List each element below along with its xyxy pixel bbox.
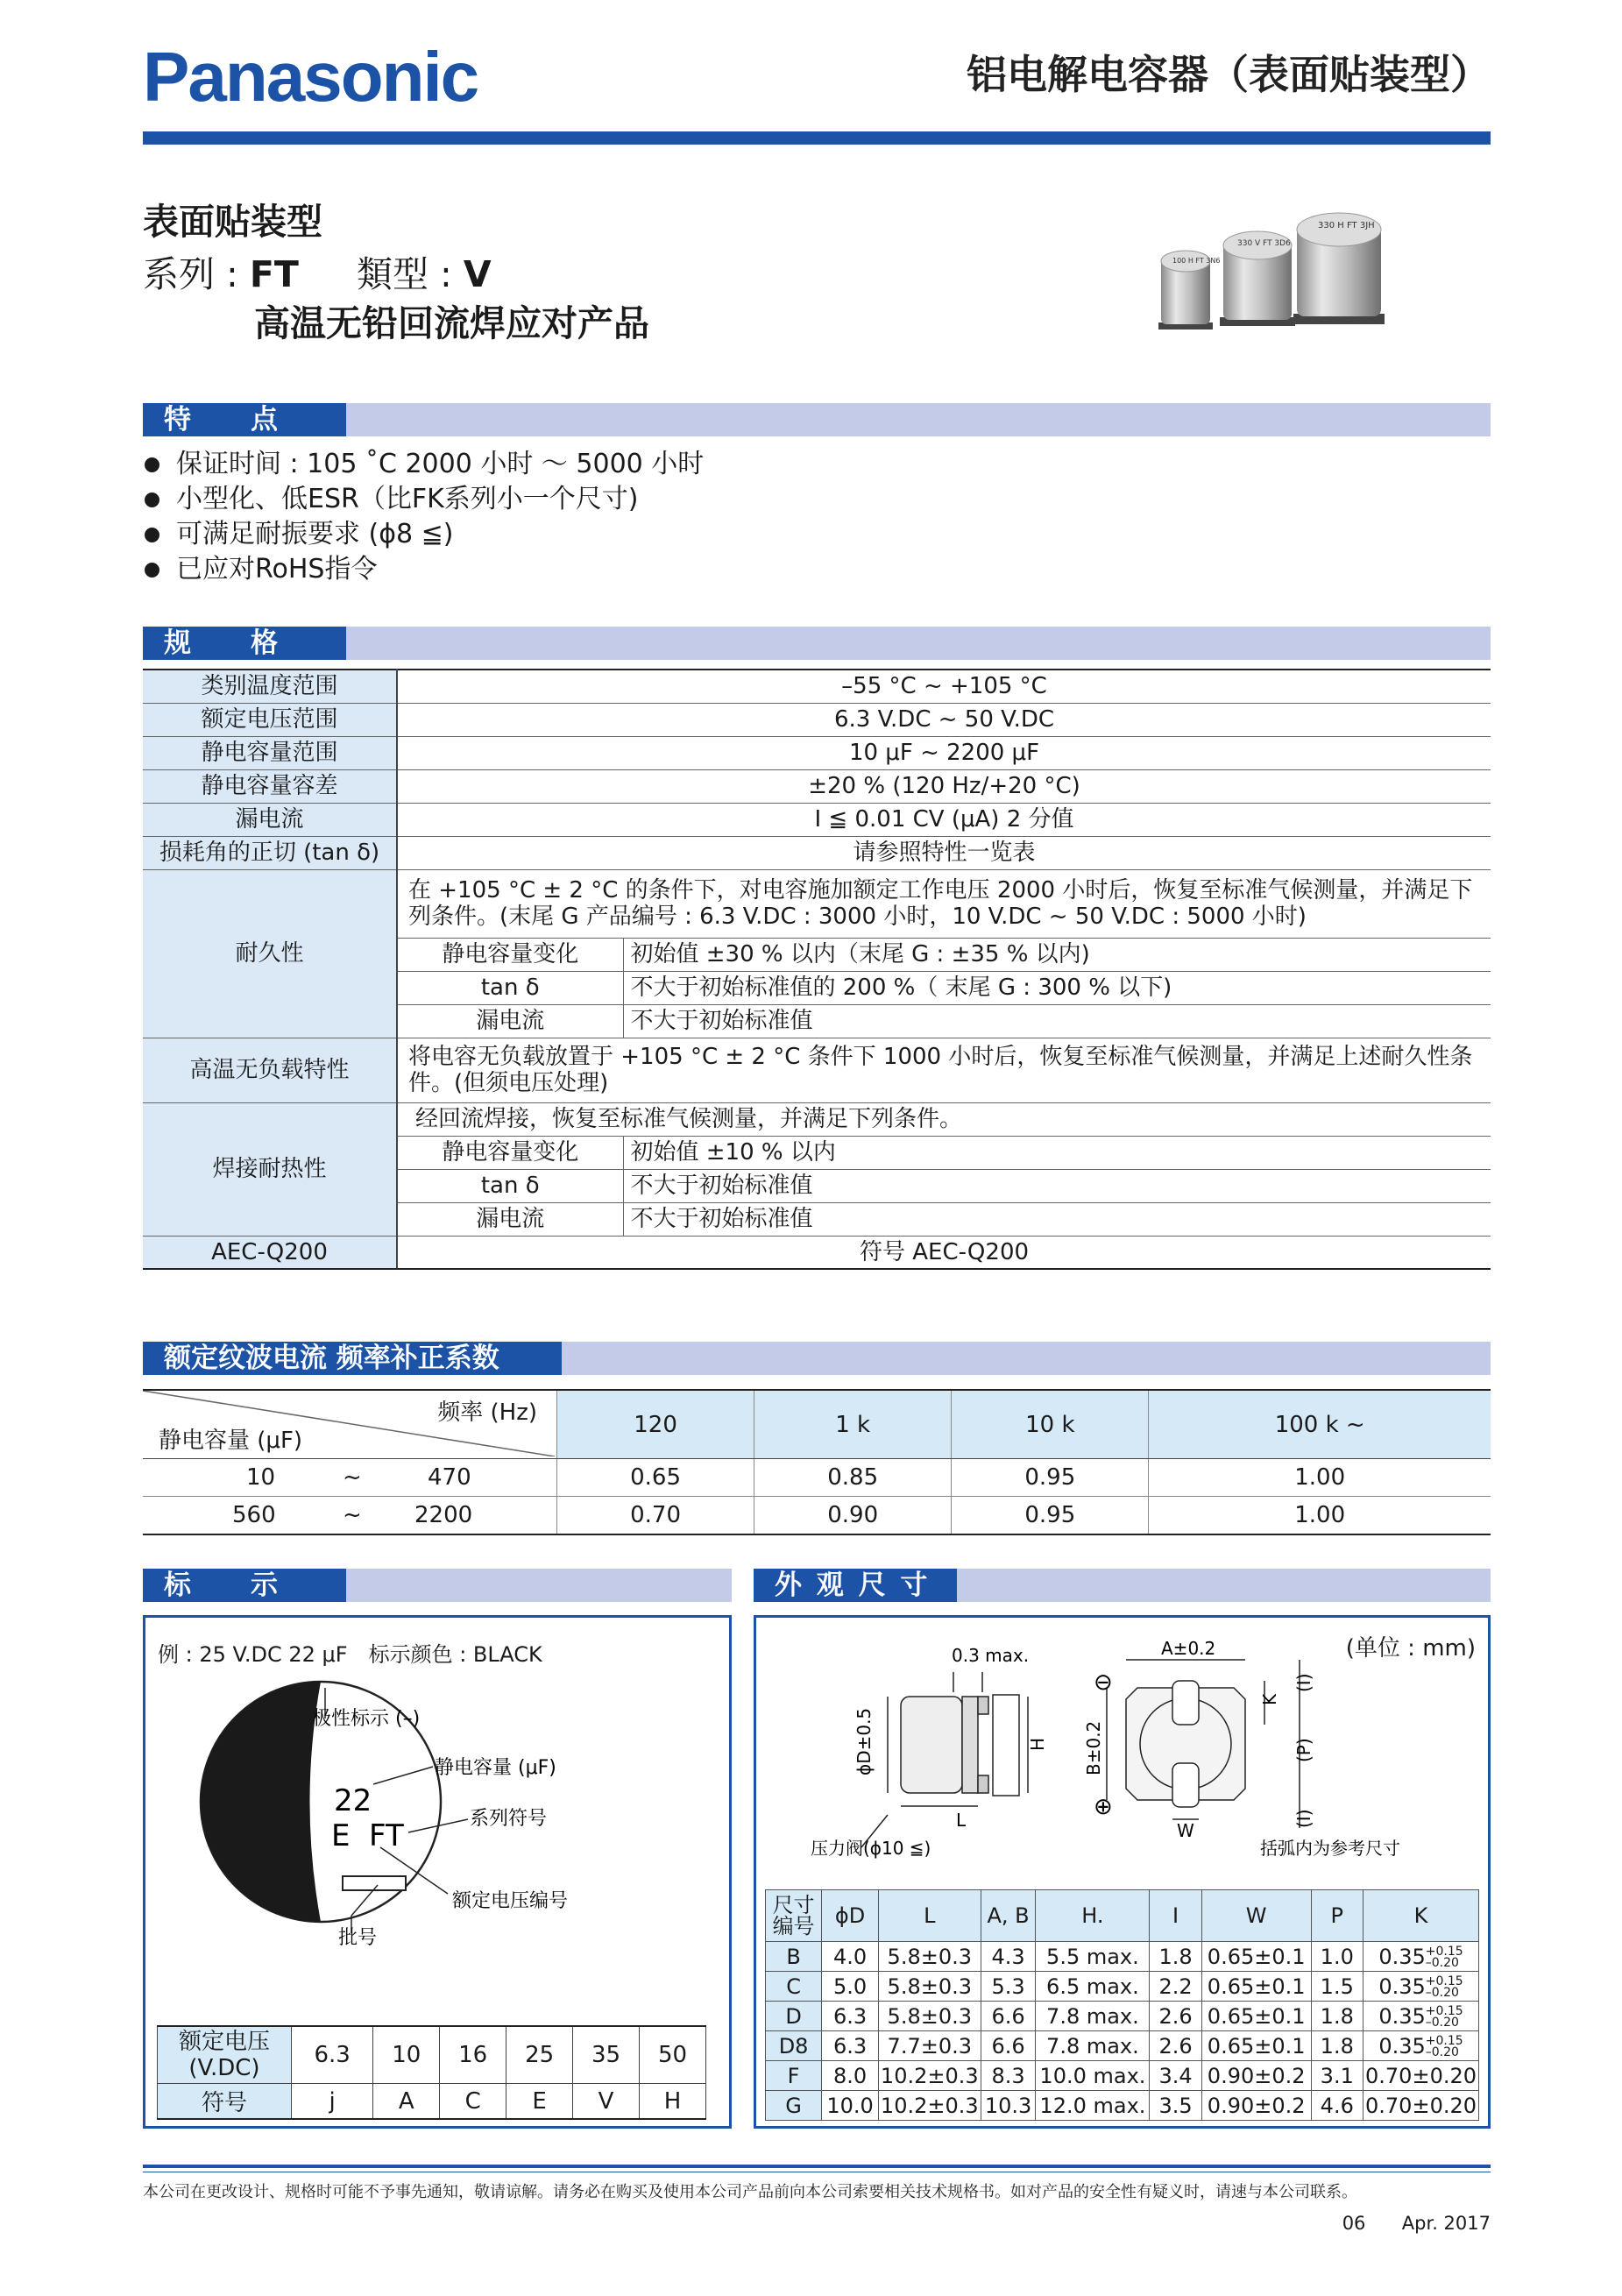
- dimension-table: [765, 1889, 1479, 2121]
- dim-code: C: [766, 1972, 822, 2002]
- voltage-code-callout: 额定电压编号: [452, 1890, 569, 1912]
- P-label: (P): [1293, 1738, 1314, 1762]
- dim-AB: 4.3: [981, 1942, 1036, 1972]
- solder-value: 初始值 ±10 % 以内: [623, 1136, 1491, 1169]
- cap-large-marking: 330 H FT 3JH: [1318, 221, 1375, 230]
- valve-label: 压力阀(ϕ10 ≦): [811, 1838, 931, 1859]
- features-section-bar: [143, 403, 1491, 436]
- dim-header: 尺寸编号: [766, 1890, 822, 1942]
- series-label: 系列 :: [143, 253, 238, 295]
- dim-I: 3.5: [1150, 2091, 1201, 2121]
- freq-axis-label: 频率 (Hz): [437, 1400, 537, 1426]
- spec-row: [143, 769, 1491, 803]
- marking-cap-value: 22: [334, 1783, 372, 1818]
- dim-AB: 5.3: [981, 1972, 1036, 2002]
- dim-header: A, B: [981, 1890, 1036, 1942]
- spec-label: 损耗角的正切 (tan δ): [143, 836, 397, 869]
- dim-L: 10.2±0.3: [878, 2061, 981, 2091]
- dim-I: 3.4: [1150, 2061, 1201, 2091]
- spec-value: 请参照特性一览表: [397, 836, 1491, 869]
- aec-row: [143, 1236, 1491, 1269]
- I-label-bottom: (I): [1293, 1809, 1314, 1828]
- voltage-cell: 10: [373, 2026, 440, 2084]
- brand-logo: Panasonic: [143, 38, 478, 116]
- spec-label: 静电容量容差: [143, 769, 397, 803]
- solder-label: 焊接耐热性: [143, 1102, 397, 1236]
- type-label: 類型 :: [356, 253, 452, 295]
- page-number: 06: [1342, 2213, 1366, 2234]
- voltage-code-table: [157, 2025, 706, 2120]
- features-tab: 特 点: [143, 403, 346, 436]
- series-value: FT: [249, 253, 299, 295]
- dim-K: [1363, 1972, 1479, 2002]
- lot-callout: 批号: [338, 1927, 378, 1949]
- dim-code: F: [766, 2061, 822, 2091]
- solder-text: 经回流焊接，恢复至标准气候测量，并满足下列条件。: [397, 1102, 1491, 1136]
- endurance-value: 不大于初始标准值的 200 %（ 末尾 G : 300 % 以下): [623, 971, 1491, 1004]
- dim-L: 5.8±0.3: [878, 1972, 981, 2002]
- dim-row: [766, 2061, 1479, 2091]
- spec-label: 漏电流: [143, 803, 397, 836]
- dim-header-row: [766, 1890, 1479, 1942]
- dim-code: G: [766, 2091, 822, 2121]
- ripple-factor: 0.90: [754, 1497, 952, 1535]
- dim-row: [766, 2002, 1479, 2031]
- cap-callout: 静电容量 (μF): [435, 1757, 556, 1779]
- dim-D: 6.3: [822, 2031, 879, 2061]
- ripple-tab: 额定纹波电流 频率补正系数: [143, 1342, 562, 1375]
- document-title: 铝电解电容器（表面贴装型）: [967, 51, 1491, 98]
- spec-value: –55 °C ~ +105 °C: [397, 670, 1491, 703]
- page-date: Apr. 2017: [1401, 2213, 1491, 2234]
- code-cell: V: [573, 2084, 640, 2120]
- phiD-label: ϕD±0.5: [853, 1707, 875, 1775]
- cap-medium-marking: 330 V FT 3D6: [1237, 239, 1291, 248]
- dim-H: 7.8 max.: [1036, 2031, 1150, 2061]
- dim-P: 1.5: [1311, 1972, 1363, 2002]
- AB-label: A±0.2: [1161, 1638, 1216, 1659]
- dim-code: D: [766, 2002, 822, 2031]
- code-cell: j: [292, 2084, 373, 2120]
- dim-K-value: 0.35: [1378, 2033, 1426, 2059]
- header-rule: [143, 131, 1491, 145]
- cap-to: 2200: [414, 1502, 473, 1528]
- spec-row: [143, 670, 1491, 703]
- dim-L: 10.2±0.3: [878, 2091, 981, 2121]
- max03-label: 0.3 max.: [952, 1645, 1030, 1666]
- ripple-row: [143, 1497, 1491, 1535]
- dim-K-value: 0.35: [1378, 1974, 1426, 1999]
- unit-label: (单位 : mm): [1345, 1635, 1476, 1662]
- solder-value: 不大于初始标准值: [623, 1169, 1491, 1202]
- capacitor-small: [1158, 251, 1220, 330]
- voltage-row: [158, 2026, 706, 2084]
- footer-rule: [143, 2165, 1491, 2168]
- ripple-corner-cell: [143, 1390, 557, 1459]
- spec-value: 10 μF ~ 2200 μF: [397, 736, 1491, 769]
- marking-panel: [143, 1615, 732, 2129]
- spec-row: [143, 703, 1491, 736]
- dim-AB: 10.3: [981, 2091, 1036, 2121]
- dim-P: 1.8: [1311, 2031, 1363, 2061]
- dim-I: 2.6: [1150, 2002, 1201, 2031]
- ripple-factor: 0.95: [952, 1497, 1149, 1535]
- dim-P: 1.8: [1311, 2002, 1363, 2031]
- shelf-text: 将电容无负载放置于 +105 °C ± 2 °C 条件下 1000 小时后，恢复至标准气候测量，并满足上述耐久性条件。(但须电压处理): [397, 1038, 1491, 1102]
- voltage-row-label: 额定电压 (V.DC): [158, 2026, 292, 2084]
- plus-terminal-icon: ⊕: [1094, 1794, 1113, 1820]
- spec-value: 6.3 V.DC ~ 50 V.DC: [397, 703, 1491, 736]
- marking-series-value: FT: [369, 1818, 404, 1853]
- voltage-cell: 6.3: [292, 2026, 373, 2084]
- marking-drawing: [145, 1618, 729, 2003]
- dim-header: ϕD: [822, 1890, 879, 1942]
- dim-header: P: [1311, 1890, 1363, 1942]
- K-label: K: [1259, 1693, 1280, 1705]
- freq-header: 120: [557, 1390, 754, 1459]
- ripple-factor: 0.70: [557, 1497, 754, 1535]
- aec-value: 符号 AEC-Q200: [397, 1236, 1491, 1269]
- capacitor-medium: [1220, 231, 1295, 326]
- I-label-top: (I): [1293, 1673, 1314, 1692]
- dim-D: 8.0: [822, 2061, 879, 2091]
- dim-K: [1363, 1942, 1479, 1972]
- ripple-header-row: [143, 1390, 1491, 1459]
- dim-header: I: [1150, 1890, 1201, 1942]
- endurance-value: 不大于初始标准值: [623, 1004, 1491, 1038]
- spec-row: [143, 836, 1491, 869]
- B-label: B±0.2: [1083, 1720, 1104, 1775]
- endurance-item: tan δ: [397, 971, 623, 1004]
- dim-I: 2.2: [1150, 1972, 1201, 2002]
- cap-to: 470: [428, 1464, 471, 1491]
- ripple-factor: 1.00: [1149, 1497, 1491, 1535]
- cap-axis-label: 静电容量 (μF): [159, 1428, 303, 1454]
- specs-section-bar: [143, 627, 1491, 660]
- feature-item: 可满足耐振要求 (ϕ8 ≦): [143, 517, 704, 552]
- feature-item: 保证时间 : 105 ˚C 2000 小时 ～ 5000 小时: [143, 447, 704, 482]
- dim-K: 0.70±0.20: [1363, 2061, 1479, 2091]
- dimensions-tab: 外 观 尺 寸: [754, 1569, 957, 1602]
- dim-row: [766, 1942, 1479, 1972]
- dim-D: 5.0: [822, 1972, 879, 2002]
- cap-sep: ~: [343, 1502, 362, 1528]
- H-label: H: [1027, 1737, 1048, 1751]
- spec-row: [143, 803, 1491, 836]
- code-cell: E: [506, 2084, 573, 2120]
- spec-value: ±20 % (120 Hz/+20 °C): [397, 769, 1491, 803]
- dim-D: 4.0: [822, 1942, 879, 1972]
- code-row-label: 符号: [158, 2084, 292, 2120]
- dim-W: 0.65±0.1: [1201, 1942, 1311, 1972]
- product-subtitle: 高温无铅回流焊应对产品: [254, 302, 649, 344]
- voltage-cell: 35: [573, 2026, 640, 2084]
- dim-P: 3.1: [1311, 2061, 1363, 2091]
- endurance-text: 在 +105 °C ± 2 °C 的条件下，对电容施加额定工作电压 2000 小时后，恢复至标准气候测量，并满足下列条件。(末尾 G 产品编号 : 6.3 V.DC : 3000 小时，10 V.DC ~ 50 V.DC : 5000 小时): [397, 869, 1491, 938]
- reference-note: 括弧内为参考尺寸: [1260, 1838, 1400, 1859]
- ripple-row: [143, 1459, 1491, 1497]
- dim-K-tolerance: +0.15 –0.20: [1425, 1974, 1463, 2000]
- dim-AB: 6.6: [981, 2031, 1036, 2061]
- solder-value: 不大于初始标准值: [623, 1202, 1491, 1236]
- dim-H: 5.5 max.: [1036, 1942, 1150, 1972]
- code-row: [158, 2084, 706, 2120]
- series-line: [143, 245, 492, 297]
- dim-header: K: [1363, 1890, 1479, 1942]
- freq-header: 100 k ~: [1149, 1390, 1491, 1459]
- page-info: [1342, 2213, 1491, 2234]
- dim-header: H.: [1036, 1890, 1150, 1942]
- dim-code: D8: [766, 2031, 822, 2061]
- footer-disclaimer: 本公司在更改设计、规格时可能不予事先通知，敬请谅解。请务必在购买及使用本公司产品前向本公司索要相关技术规格书。如对产品的安全性有疑义时，请速与本公司联系。: [143, 2183, 1357, 2201]
- endurance-label: 耐久性: [143, 869, 397, 1038]
- dimensions-section-bar: [754, 1569, 1491, 1602]
- dim-K-tolerance: +0.15 –0.20: [1425, 2033, 1463, 2059]
- dim-H: 10.0 max.: [1036, 2061, 1150, 2091]
- shelf-row: [143, 1038, 1491, 1102]
- cap-range: [143, 1459, 557, 1497]
- marking-section-bar: [143, 1569, 732, 1602]
- spec-label: 静电容量范围: [143, 736, 397, 769]
- solder-item: 漏电流: [397, 1202, 623, 1236]
- voltage-cell: 16: [440, 2026, 506, 2084]
- endurance-item: 静电容量变化: [397, 938, 623, 971]
- feature-item: 小型化、低ESR（比FK系列小一个尺寸): [143, 482, 704, 517]
- dim-I: 2.6: [1150, 2031, 1201, 2061]
- dim-K-tolerance: +0.15 –0.20: [1425, 1944, 1463, 1970]
- dim-L: 7.7±0.3: [878, 2031, 981, 2061]
- ripple-table: [143, 1389, 1491, 1535]
- marking-code-value: E: [331, 1818, 351, 1853]
- spec-row: [143, 736, 1491, 769]
- capacitor-large: [1293, 213, 1385, 324]
- dim-AB: 8.3: [981, 2061, 1036, 2091]
- dim-W: 0.90±0.2: [1201, 2091, 1311, 2121]
- ripple-factor: 0.95: [952, 1459, 1149, 1497]
- dim-L: 5.8±0.3: [878, 1942, 981, 1972]
- voltage-cell: 25: [506, 2026, 573, 2084]
- freq-header: 1 k: [754, 1390, 952, 1459]
- dim-W: 0.65±0.1: [1201, 2002, 1311, 2031]
- cap-small-marking: 100 H FT 3N6: [1172, 257, 1221, 265]
- minus-terminal-icon: ⊖: [1094, 1669, 1113, 1696]
- ripple-factor: 0.65: [557, 1459, 754, 1497]
- type-value: V: [463, 253, 492, 295]
- spec-label: 额定电压范围: [143, 703, 397, 736]
- category-heading: 表面贴装型: [143, 201, 322, 243]
- dim-row: [766, 1972, 1479, 2002]
- endurance-item: 漏电流: [397, 1004, 623, 1038]
- dimensions-panel: [754, 1615, 1491, 2129]
- dim-code: B: [766, 1942, 822, 1972]
- voltage-cell: 50: [640, 2026, 706, 2084]
- side-view: [861, 1672, 1028, 1847]
- dim-D: 6.3: [822, 2002, 879, 2031]
- spec-value: I ≦ 0.01 CV (μA) 2 分值: [397, 803, 1491, 836]
- marking-tab: 标 示: [143, 1569, 346, 1602]
- series-callout: 系列符号: [470, 1808, 548, 1830]
- dim-K: [1363, 2031, 1479, 2061]
- marking-example: 例 : 25 V.DC 22 μF 标示颜色 : BLACK: [158, 1642, 542, 1667]
- freq-header: 10 k: [952, 1390, 1149, 1459]
- code-cell: C: [440, 2084, 506, 2120]
- W-label: W: [1177, 1820, 1194, 1841]
- ripple-section-bar: [143, 1342, 1491, 1375]
- polarity-label: 极性标示 (–): [312, 1708, 421, 1730]
- dim-W: 0.90±0.2: [1201, 2061, 1311, 2091]
- solder-row: [143, 1102, 1491, 1136]
- cap-from: 560: [232, 1502, 276, 1528]
- dim-K-value: 0.35: [1378, 2003, 1426, 2029]
- solder-item: tan δ: [397, 1169, 623, 1202]
- solder-item: 静电容量变化: [397, 1136, 623, 1169]
- feature-item: 已应对RoHS指令: [143, 552, 704, 587]
- shelf-label: 高温无负载特性: [143, 1038, 397, 1102]
- dim-K-tolerance: +0.15 –0.20: [1425, 2003, 1463, 2030]
- dim-H: 6.5 max.: [1036, 1972, 1150, 2002]
- spec-table: [143, 669, 1491, 1270]
- endurance-value: 初始值 ±30 % 以内（末尾 G : ±35 % 以内): [623, 938, 1491, 971]
- dim-D: 10.0: [822, 2091, 879, 2121]
- specs-tab: 规 格: [143, 627, 346, 660]
- dim-header: L: [878, 1890, 981, 1942]
- dim-H: 7.8 max.: [1036, 2002, 1150, 2031]
- product-photo: [1139, 210, 1402, 342]
- ripple-factor: 1.00: [1149, 1459, 1491, 1497]
- dim-W: 0.65±0.1: [1201, 2031, 1311, 2061]
- dim-I: 1.8: [1150, 1942, 1201, 1972]
- dim-L: 5.8±0.3: [878, 2002, 981, 2031]
- dim-row: [766, 2091, 1479, 2121]
- spec-label: 类别温度范围: [143, 670, 397, 703]
- dim-H: 12.0 max.: [1036, 2091, 1150, 2121]
- endurance-row: [143, 869, 1491, 938]
- cap-range: [143, 1497, 557, 1535]
- bottom-view: [1107, 1660, 1300, 1828]
- dim-K-value: 0.35: [1378, 1944, 1426, 1969]
- cap-from: 10: [246, 1464, 276, 1491]
- dim-P: 4.6: [1311, 2091, 1363, 2121]
- cap-sep: ~: [343, 1464, 362, 1491]
- dim-AB: 6.6: [981, 2002, 1036, 2031]
- ripple-factor: 0.85: [754, 1459, 952, 1497]
- dim-header: W: [1201, 1890, 1311, 1942]
- dim-row: [766, 2031, 1479, 2061]
- code-cell: A: [373, 2084, 440, 2120]
- aec-label: AEC-Q200: [143, 1236, 397, 1269]
- dim-W: 0.65±0.1: [1201, 1972, 1311, 2002]
- L-label: L: [956, 1810, 967, 1831]
- dim-K: [1363, 2002, 1479, 2031]
- dimension-drawing: [756, 1618, 1488, 1867]
- dim-P: 1.0: [1311, 1942, 1363, 1972]
- features-list: [143, 447, 704, 587]
- code-cell: H: [640, 2084, 706, 2120]
- dim-K: 0.70±0.20: [1363, 2091, 1479, 2121]
